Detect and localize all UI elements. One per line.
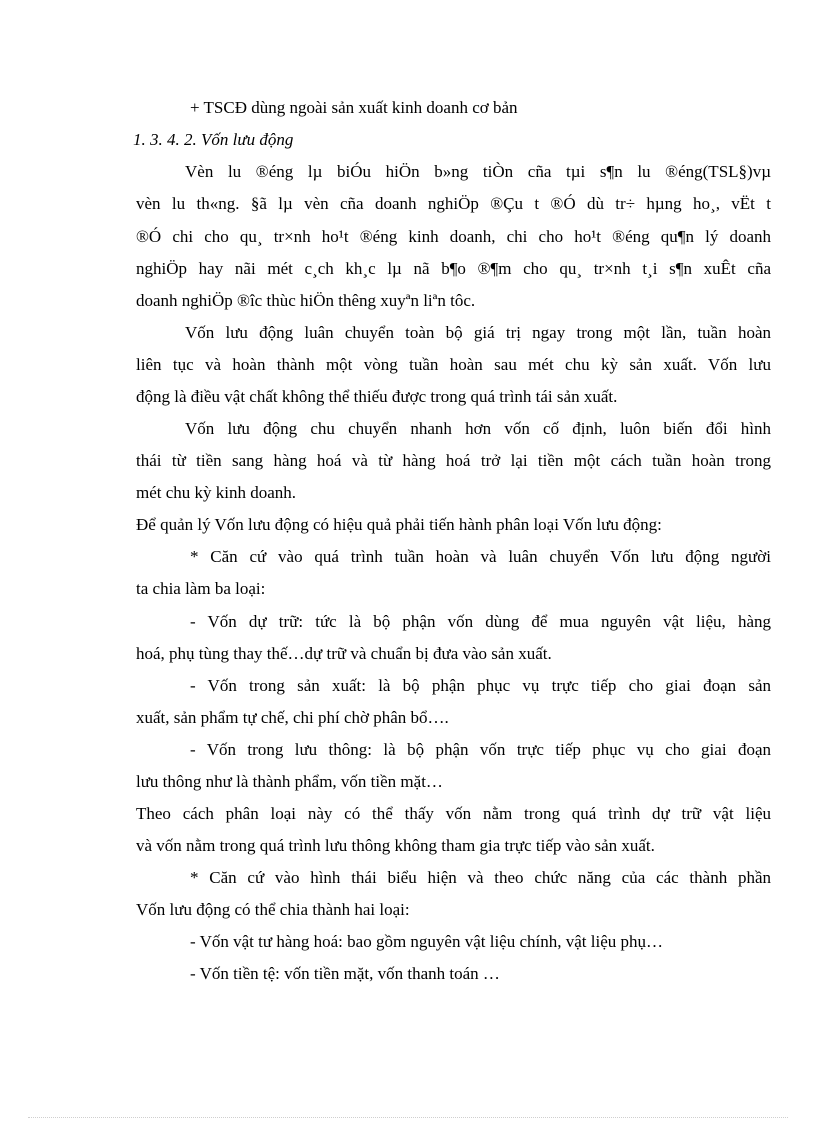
paragraph-line: và vốn nằm trong quá trình lưu thông không tham gia trực tiếp vào sản xuất. [136, 836, 655, 855]
list-item-line: xuất, sản phẩm tự chế, chi phí chờ phân bổ…. [136, 708, 449, 727]
paragraph-line: vèn lu th«ng. §ã lµ vèn cña doanh nghiÖp ®Çu t ®Ó dù tr÷ hµng ho¸, vËt t [136, 194, 771, 213]
list-intro-line: Vốn lưu động có thể chia thành hai loại: [136, 900, 410, 919]
list-item-line: lưu thông như là thành phẩm, vốn tiền mặt… [136, 772, 443, 791]
paragraph-line: ®Ó chi cho qu¸ tr×nh ho¹t ®éng kinh doanh, chi cho ho¹t ®éng qu¶n lý doanh [136, 227, 771, 246]
list-item-line: - Vốn dự trữ: tức là bộ phận vốn dùng để mua nguyên vật liệu, hàng [190, 612, 771, 631]
paragraph-line: Vốn lưu động chu chuyển nhanh hơn vốn cố định, luôn biến đổi hình [185, 419, 771, 438]
list-intro-line: ta chia làm ba loại: [136, 579, 266, 598]
paragraph-line: thái từ tiền sang hàng hoá và từ hàng hoá trở lại tiền một cách tuần hoàn trong [136, 451, 771, 470]
list-item-line: - Vốn trong sản xuất: là bộ phận phục vụ trực tiếp cho giai đoạn sản [190, 676, 771, 695]
bullet-line-tscd: + TSCĐ dùng ngoài sản xuất kinh doanh cơ bản [190, 98, 518, 117]
list-intro-line: * Căn cứ vào quá trình tuần hoàn và luân chuyển Vốn lưu động người [190, 547, 771, 566]
paragraph-line: Vốn lưu động luân chuyển toàn bộ giá trị ngay trong một lần, tuần hoàn [185, 323, 771, 342]
list-intro-line: * Căn cứ vào hình thái biểu hiện và theo chức năng của các thành phần [190, 868, 771, 887]
paragraph-line: Để quản lý Vốn lưu động có hiệu quả phải tiến hành phân loại Vốn lưu động: [136, 515, 662, 534]
paragraph-line: động là điều vật chất không thể thiếu được trong quá trình tái sản xuất. [136, 387, 618, 406]
paragraph-line: Theo cách phân loại này có thể thấy vốn nằm trong quá trình dự trữ vật liệu [136, 804, 771, 823]
footer-divider [28, 1117, 788, 1118]
list-item-line: - Vốn vật tư hàng hoá: bao gồm nguyên vật liệu chính, vật liệu phụ… [190, 932, 664, 951]
list-item-line: - Vốn tiền tệ: vốn tiền mặt, vốn thanh toán … [190, 964, 500, 983]
paragraph-line: nghiÖp hay nãi mét c¸ch kh¸c lµ nã b¶o ®¶m cho qu¸ tr×nh t¸i s¶n xuÊt cña [136, 259, 771, 278]
paragraph-line: Vèn lu ®éng lµ biÓu hiÖn b»ng tiÒn cña tµi s¶n lu ®éng(TSL§)vµ [185, 162, 771, 181]
paragraph-line: mét chu kỳ kinh doanh. [136, 483, 297, 502]
paragraph-line: doanh nghiÖp ®îc thùc hiÖn thêng xuyªn liªn tôc. [136, 291, 476, 310]
list-item-line: - Vốn trong lưu thông: là bộ phận vốn trực tiếp phục vụ cho giai đoạn [190, 740, 771, 759]
list-item-line: hoá, phụ tùng thay thế…dự trữ và chuẩn bị đưa vào sản xuất. [136, 644, 552, 663]
section-heading: 1. 3. 4. 2. Vốn lưu động [133, 130, 294, 149]
paragraph-line: liên tục và hoàn thành một vòng tuần hoàn sau mét chu kỳ sản xuất. Vốn lưu [136, 355, 771, 374]
